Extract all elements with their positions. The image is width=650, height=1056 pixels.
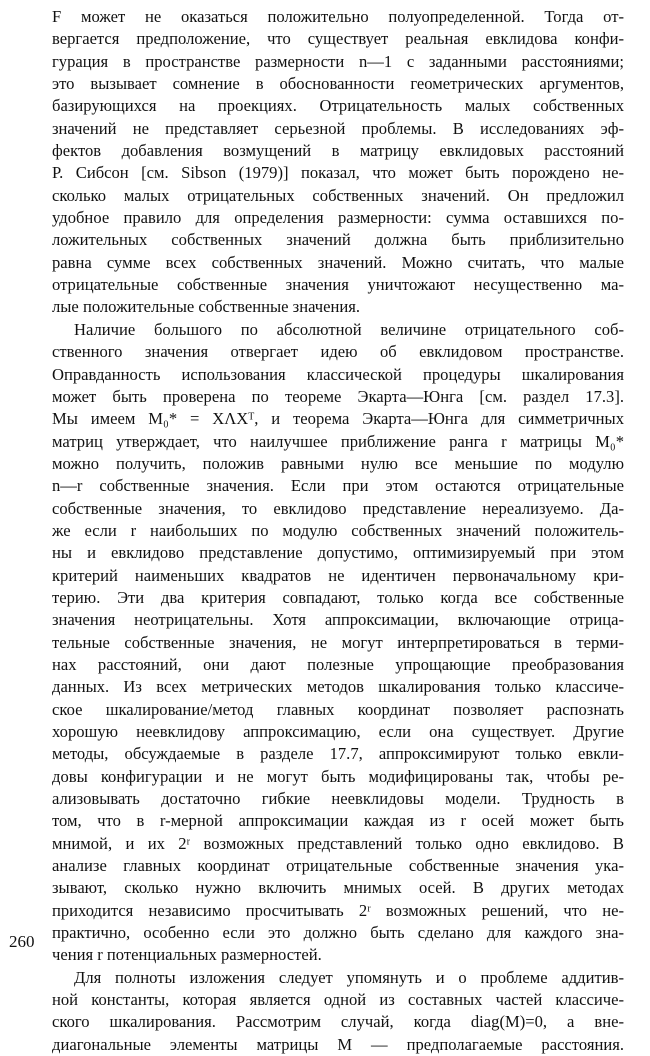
text-line: отрицательные собственные значения уничтожают несущественно ма- <box>52 275 624 295</box>
text-line: это вызывает сомнение в обоснованности геометрических аргументов, <box>52 74 624 94</box>
text-line: нах расстояний, они дают полезные упрощающие преобразования <box>52 654 624 674</box>
body-text <box>52 6 624 1056</box>
text-line: анализе главных координат отрицательные собственные значения ука- <box>52 856 624 876</box>
text-line: ложительных собственных значений должна быть приблизительно <box>52 230 624 250</box>
text-line: n—r собственные значения. Если при этом остаются отрицательные <box>52 476 624 496</box>
text-line: же если r наибольших по модулю собственных значений положитель- <box>52 520 624 540</box>
text-line: ной константы, которая является одной из составных частей классиче- <box>52 990 624 1010</box>
text-line: матриц утверждает, что наилучшее приближение ранга r матрицы M₀* <box>52 431 624 451</box>
text-line: данных. Из всех метрических методов шкалирования только классиче- <box>52 677 624 697</box>
text-line: критерий наименьших квадратов не идентичен первоначальному кри- <box>52 565 624 585</box>
text-line: чения r потенциальных размерностей. <box>52 945 322 965</box>
text-line: Мы имеем M₀* = XΛXᵀ, и теорема Экарта—Юнга для симметричных <box>52 409 624 429</box>
text-line: Наличие большого по абсолютной величине отрицательного соб- <box>74 319 624 339</box>
text-line: гурация в пространстве размерности n—1 с заданными расстояниями; <box>52 51 624 71</box>
text-line: базирующихся на проекциях. Отрицательность малых собственных <box>52 96 624 116</box>
text-line: методы, обсуждаемые в разделе 17.7, аппроксимируют только евкли- <box>52 744 624 764</box>
text-line: ственного значения отвергает идею об евклидовом пространстве. <box>52 342 624 362</box>
text-line: практично, особенно если это должно быть сделано для каждого зна- <box>52 923 624 943</box>
text-line: F может не оказаться положительно полуопределенной. Тогда от- <box>52 7 624 26</box>
text-line: равна сумме всех собственных значений. Можно считать, что малые <box>52 252 624 272</box>
text-line: диагональные элементы матрицы M — предполагаемые расстояния. <box>52 1034 624 1054</box>
text-line: значений не представляет серьезной проблемы. В исследованиях эф- <box>52 118 624 138</box>
text-line: ское шкалирование/метод главных координат позволяет распознать <box>52 699 624 719</box>
text-line: фектов добавления возмущений в матрицу евклидовых расстояний <box>52 141 624 161</box>
text-line: Для полноты изложения следует упомянуть и о проблеме аддитив- <box>74 967 624 987</box>
text-line: ны и евклидово представление допустимо, оптимизируемый при этом <box>52 543 624 563</box>
text-line: ализовывать достаточно гибкие неевклидовы модели. Трудность в <box>52 789 624 809</box>
text-line: хорошую неевклидову аппроксимацию, если она существует. Другие <box>52 722 624 741</box>
text-line: довы конфигурации и не могут быть модифицированы так, чтобы ре- <box>52 766 624 786</box>
page-number: 260 <box>9 932 35 951</box>
text-line: приходится независимо просчитывать 2ʳ возможных решений, что не- <box>52 900 624 920</box>
text-line: удобное правило для определения размерности: сумма оставшихся по- <box>52 208 624 228</box>
text-line: Р. Сибсон [см. Sibson (1979)] показал, что может быть порождено не- <box>52 163 624 183</box>
text-line: вергается предположение, что существует реальная евклидова конфи- <box>52 29 624 49</box>
text-line: собственные значения, то евклидово представление нереализуемо. Да- <box>52 498 624 518</box>
text-line: ского шкалирования. Рассмотрим случай, когда diag(M)=0, а вне- <box>52 1012 624 1032</box>
text-line: Оправданность использования классической процедуры шкалирования <box>52 364 624 384</box>
text-line: значения неотрицательны. Хотя аппроксимации, включающие отрица- <box>52 610 624 630</box>
text-line: терию. Эти два критерия совпадают, только когда все собственные <box>52 587 624 607</box>
text-line: мнимой, и их 2ʳ возможных представлений только одно евклидово. В <box>52 833 624 853</box>
text-line: зывают, сколько нужно включить мнимых осей. В других методах <box>52 878 624 898</box>
text-line: том, что в r-мерной аппроксимации каждая из r осей может быть <box>52 811 624 831</box>
text-line: может быть проверена по теореме Экарта—Юнга [см. раздел 17.3]. <box>52 386 624 406</box>
text-line: лые положительные собственные значения. <box>52 297 361 317</box>
text-line: можно получить, положив равными нулю все меньшие по модулю <box>52 453 624 473</box>
text-line: сколько малых отрицательных собственных значений. Он предложил <box>52 185 624 205</box>
text-line: тельные собственные значения, не могут интерпретироваться в терми- <box>52 632 624 652</box>
